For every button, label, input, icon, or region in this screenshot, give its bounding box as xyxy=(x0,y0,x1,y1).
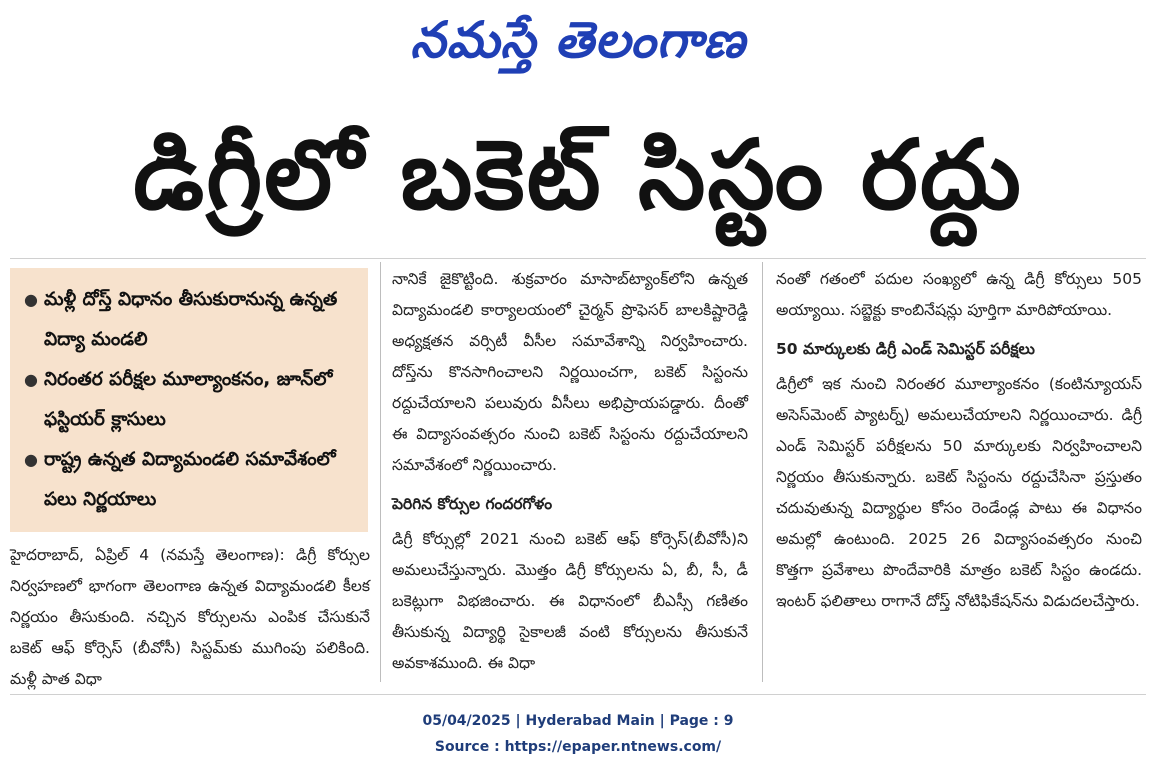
bullet-icon: ● xyxy=(24,290,38,309)
column-divider xyxy=(380,262,381,682)
article-paragraph: నంతో గతంలో పదుల సంఖ్యలో ఉన్న డిగ్రీ కోర్సులు 505 అయ్యాయి. సబ్జెక్టు కాంబినేషన్లు పూర్తిగా మారిపోయాయి. xyxy=(776,270,1142,319)
highlight-item xyxy=(24,280,354,360)
article-headline: డిగ్రీలో బకెట్ సిస్టం రద్దు xyxy=(133,119,1023,231)
column-divider xyxy=(762,262,763,682)
footer-divider xyxy=(10,694,1146,695)
masthead-logo: నమస్తే తెలంగాణ xyxy=(410,11,746,69)
article-paragraph: నానికే జైకొట్టింది. శుక్రవారం మాసాబ్‌ట్యాంక్‌లోని ఉన్నత విద్యామండలి కార్యాలయంలో చైర్మన్ ప్రొఫెసర్ బాలకిష్టారెడ్డి అధ్యక్షతన వర్సిటీ వీసీల సమావేశాన్ని నిర్వహించారు. దోస్త్‌ను కొనసాగించాలని నిర్ణయించగా, బకెట్ సిస్టంను రద్దుచేయాలని పలువురు వీసీలు అభిప్రాయపడ్డారు. దీంతో ఈ విద్యాసంవత్సరం నుంచి బకెట్ సిస్టంను రద్దుచేయాలని సమావేశంలో నిర్ణయించారు. xyxy=(392,270,748,474)
bullet-icon: ● xyxy=(24,370,38,389)
article-paragraph: హైదరాబాద్, ఏప్రిల్ 4 (నమస్తే తెలంగాణ): డిగ్రీ కోర్సుల నిర్వహణలో భాగంగా తెలంగాణ ఉన్నత విద్యామండలి కీలక నిర్ణయం తీసుకుంది. నచ్చిన కోర్సులను ఎంపిక చేసుకునే బకెట్ ఆఫ్ కోర్సెస్ (బీవోసీ) సిస్టమ్‌కు ముగింపు పలికింది. మళ్లీ పాత విధా xyxy=(10,546,370,688)
section-subhead: 50 మార్కులకు డిగ్రీ ఎండ్ సెమిస్టర్ పరీక్షలు xyxy=(776,340,1035,358)
bullet-icon: ● xyxy=(24,450,38,469)
column-2 xyxy=(392,264,748,679)
column-1 xyxy=(10,540,370,695)
footer-date-edition: 05/04/2025 | Hyderabad Main | Page : 9 xyxy=(422,713,734,729)
headline-divider xyxy=(10,258,1146,259)
column-3 xyxy=(776,264,1142,617)
highlight-text: మళ్లీ దోస్త్ విధానం తీసుకురానున్న ఉన్నత విద్యా మండలి xyxy=(44,289,338,350)
section-subhead: పెరిగిన కోర్సుల గందరగోళం xyxy=(392,495,553,513)
highlight-text: నిరంతర పరీక్షల మూల్యాంకనం, జూన్‌లో ఫస్టియర్ క్లాసులు xyxy=(44,369,333,430)
highlight-item xyxy=(24,440,354,520)
highlight-text: రాష్ట్ర ఉన్నత విద్యామండలి సమావేశంలో పలు నిర్ణయాలు xyxy=(44,449,336,510)
footer xyxy=(0,708,1156,760)
article-paragraph: డిగ్రీ కోర్సుల్లో 2021 నుంచి బకెట్ ఆఫ్ కోర్సెస్(బీవోసీ)ని అమలుచేస్తున్నారు. మొత్తం డిగ్రీ కోర్సులను ఏ, బీ, సీ, డీ బకెట్లుగా విభజించారు. ఈ విధానంలో బీఎస్సీ గణితం తీసుకున్న విద్యార్థి సైకాలజీ వంటి కోర్సులను తీసుకునే అవకాశముంది. ఈ విధా xyxy=(392,530,748,672)
article-paragraph: డిగ్రీలో ఇక నుంచి నిరంతర మూల్యాంకనం (కంటిన్యూయస్ అసెస్‌మెంట్ ప్యాటర్న్) అమలుచేయాలని నిర్ణయించారు. డిగ్రీ ఎండ్ సెమిస్టర్ పరీక్షలను 50 మార్కులకు నిర్వహించాలని నిర్ణయం తీసుకున్నారు. బకెట్ సిస్టంను రద్దుచేసినా ప్రస్తుతం చదువుతున్న విద్యార్థుల కోసం రెండేండ్ల పాటు ఈ విధానం అమల్లో ఉంటుంది. 2025 26 విద్యాసంవత్సరం నుంచి కొత్తగా ప్రవేశాలు పొందేవారికి మాత్రం బకెట్ సిస్టం ఉండదు. ఇంటర్ ఫలితాలు రాగానే దోస్త్ నోటిఫికేషన్‌ను విడుదలచేస్తారు. xyxy=(776,375,1142,610)
footer-source-link[interactable]: Source : https://epaper.ntnews.com/ xyxy=(434,739,722,755)
highlights-box xyxy=(10,268,368,532)
highlight-item xyxy=(24,360,354,440)
